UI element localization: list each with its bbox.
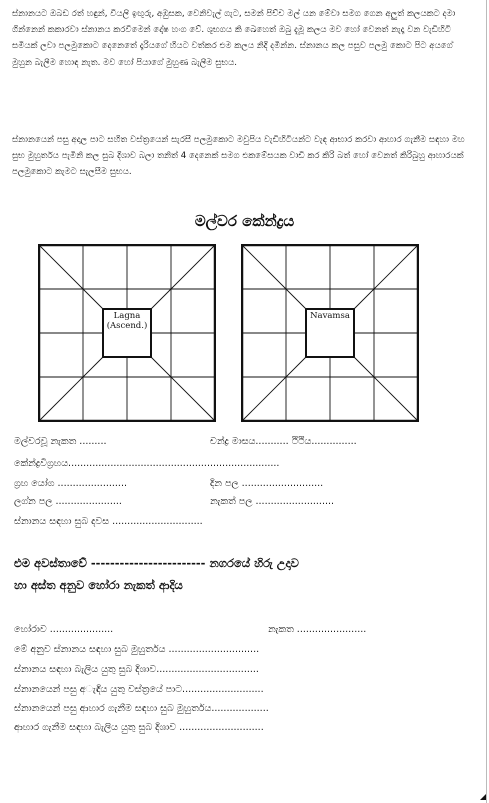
lagna-label [103, 311, 151, 331]
intro-paragraph: ස්නානයට ඔබඩ රත් හඳුන්, වියලි ඉඟුරු, අඹුසක, වෙනිවැල් ගැට, සමන් පිච්ච මල් යන මේවා සමග ගෙන අලුත් කලයකට දමා ගින්නෙන් කකාරවා ස්නානය කරවීමෙන් දෝෂ හංග වේ. ශුභගය කි ඛෙහෙත් ඔබු දැමූ කලය මව හෝ වෙනත් නැදෑ වන වැඩිහිටි සමියක් ලවා පලමුකොට දෙනෙතේ දෑරියගේ හියට වත්කර එම කලය නිදි දමින්න. ස්නානය කල පසුව පලමු කොට පිට අයගේ මුහුන බැලීම හොඳ නැත. මව හෝ පියාගේ මුහුණ බැලීම සුභය. [12, 9, 456, 68]
lagna-label-line1: Lagna [113, 311, 141, 321]
lagna-chart-grid [38, 244, 216, 422]
lagna-pala-field: ලග්න පල ...................... [14, 496, 122, 507]
navamsa-chart-grid [241, 244, 419, 422]
corner-mark [480, 794, 486, 800]
kendra-viggrahaya-field: කේන්ද්‍රවිග්‍රහය...................................................................... [14, 458, 280, 469]
sunrise-heading-line2: හා අස්ත අනුව හෝරා නැකත් ආදිය [14, 578, 183, 592]
horawa-field: හෝරාව ..................... [14, 624, 114, 635]
nakath-pala-field: නැකත් පල .......................... [210, 496, 335, 507]
graha-yoga-field: ග්‍රහ යෝග ....................... [14, 478, 127, 489]
ahara-muhurtha-field: ස්නානයෙන් පසු ආහාර ගැනීම සඳහා සුබ මුහුර්තය................... [14, 703, 269, 714]
page-edge-line [486, 0, 487, 803]
snanaya-dishawa-field: ස්නානය සඳහා බැලිය යුතු සුබ දිශාව.................................. [14, 664, 259, 675]
snanaya-muhurtha-field: මේ අනුව ස්නානය සඳහා සුබ මුහුර්තය .............................. [14, 644, 260, 655]
wastra-pata-field: ස්නානයෙන් පසු අැඳිය යුතු වස්ත්‍රයේ පාට........................... [14, 684, 264, 695]
sunrise-heading-line1: එම අවස්තාවේ ------------------------ නගරයේ හිරු උදාව [14, 556, 299, 570]
nakatha-field: නැකත ....................... [268, 624, 367, 635]
lagna-label-line2: (Ascend.) [106, 321, 148, 331]
navamsa-label: Navamsa [310, 311, 350, 321]
chandra-masaya-field: චන්ද්‍ර මාසය........... ථිථිය............... [210, 436, 357, 447]
after-bath-paragraph: ස්නානයෙන් පසු අදාල පාට සහිත වස්ත්‍රයෙන් සැරසී පලමුකොට මවුපිය වැඩිහිටියන්ට වැඳ ආභාර කරවා ආහාර ගැනීම සඳහා මහ සුභ මුහුර්තය පැමිනි කල සුබ දිශාව බලා තනිත් 4 දෙනෙක් සමග එකමේසයක වාඩි කර කිරි බත් හෝ වෙනත් කිරිබුහු ආහාරයක් පලමුකොට කැමට සැලසීම සුභය. [12, 135, 465, 178]
navamsa-chart [241, 244, 419, 422]
snanaya-suba-dawasa-field: ස්නානය සඳහා සුබ දවස .............................. [14, 516, 203, 527]
malwara-nakatha-field: මල්වරවූ නැකත ......... [14, 436, 107, 447]
dina-pala-field: දින පල ........................... [210, 478, 324, 489]
section-title: මල්වර කේන්ද්‍රය [194, 212, 295, 230]
lagna-chart [38, 244, 216, 422]
ahara-dishawa-field: ආහාර ගැනීම සඳහා බැලිය යුතු සුබ දිශාව ............................ [14, 722, 264, 733]
